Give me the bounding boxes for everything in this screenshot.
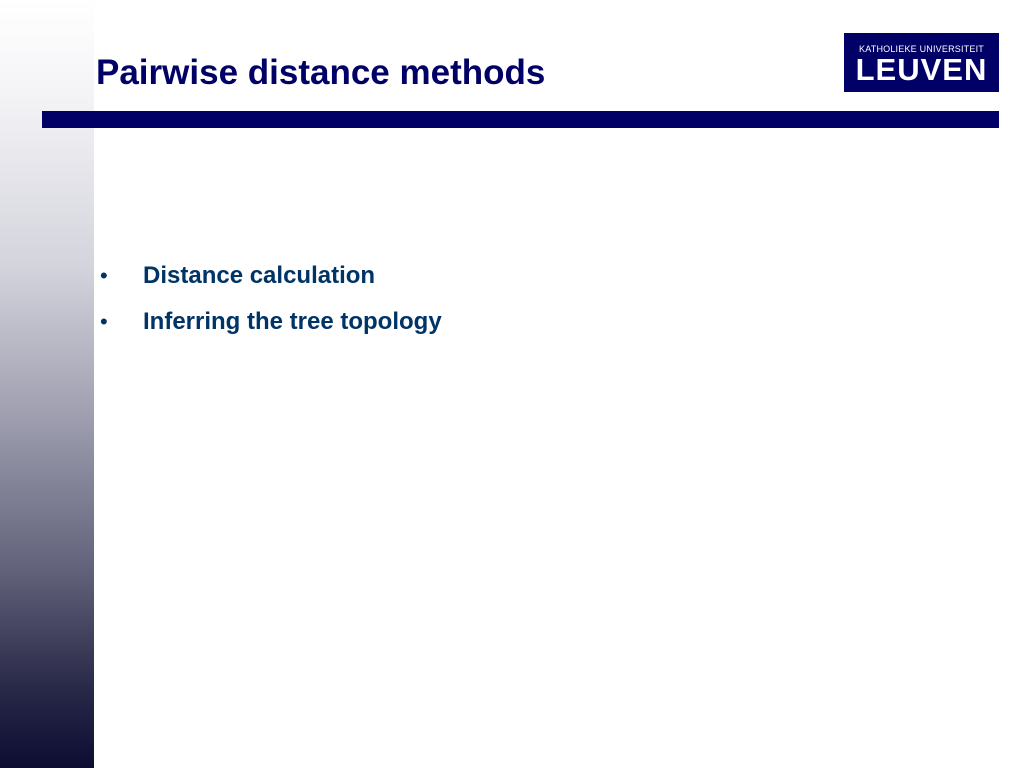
bullet-item bbox=[100, 299, 442, 345]
logo-main-text: LEUVEN bbox=[855, 52, 988, 87]
bullet-text: Distance calculation bbox=[143, 262, 376, 289]
bullet-text: Inferring the tree topology bbox=[143, 308, 442, 335]
bullet-list bbox=[100, 253, 442, 345]
bullet-marker: • bbox=[100, 263, 108, 288]
title-divider bbox=[42, 111, 999, 128]
slide-title: Pairwise distance methods bbox=[96, 53, 546, 92]
university-logo bbox=[844, 33, 999, 92]
bullet-item bbox=[100, 253, 442, 299]
bullet-marker: • bbox=[100, 309, 108, 334]
logo-top-text: KATHOLIEKE UNIVERSITEIT bbox=[859, 44, 984, 54]
